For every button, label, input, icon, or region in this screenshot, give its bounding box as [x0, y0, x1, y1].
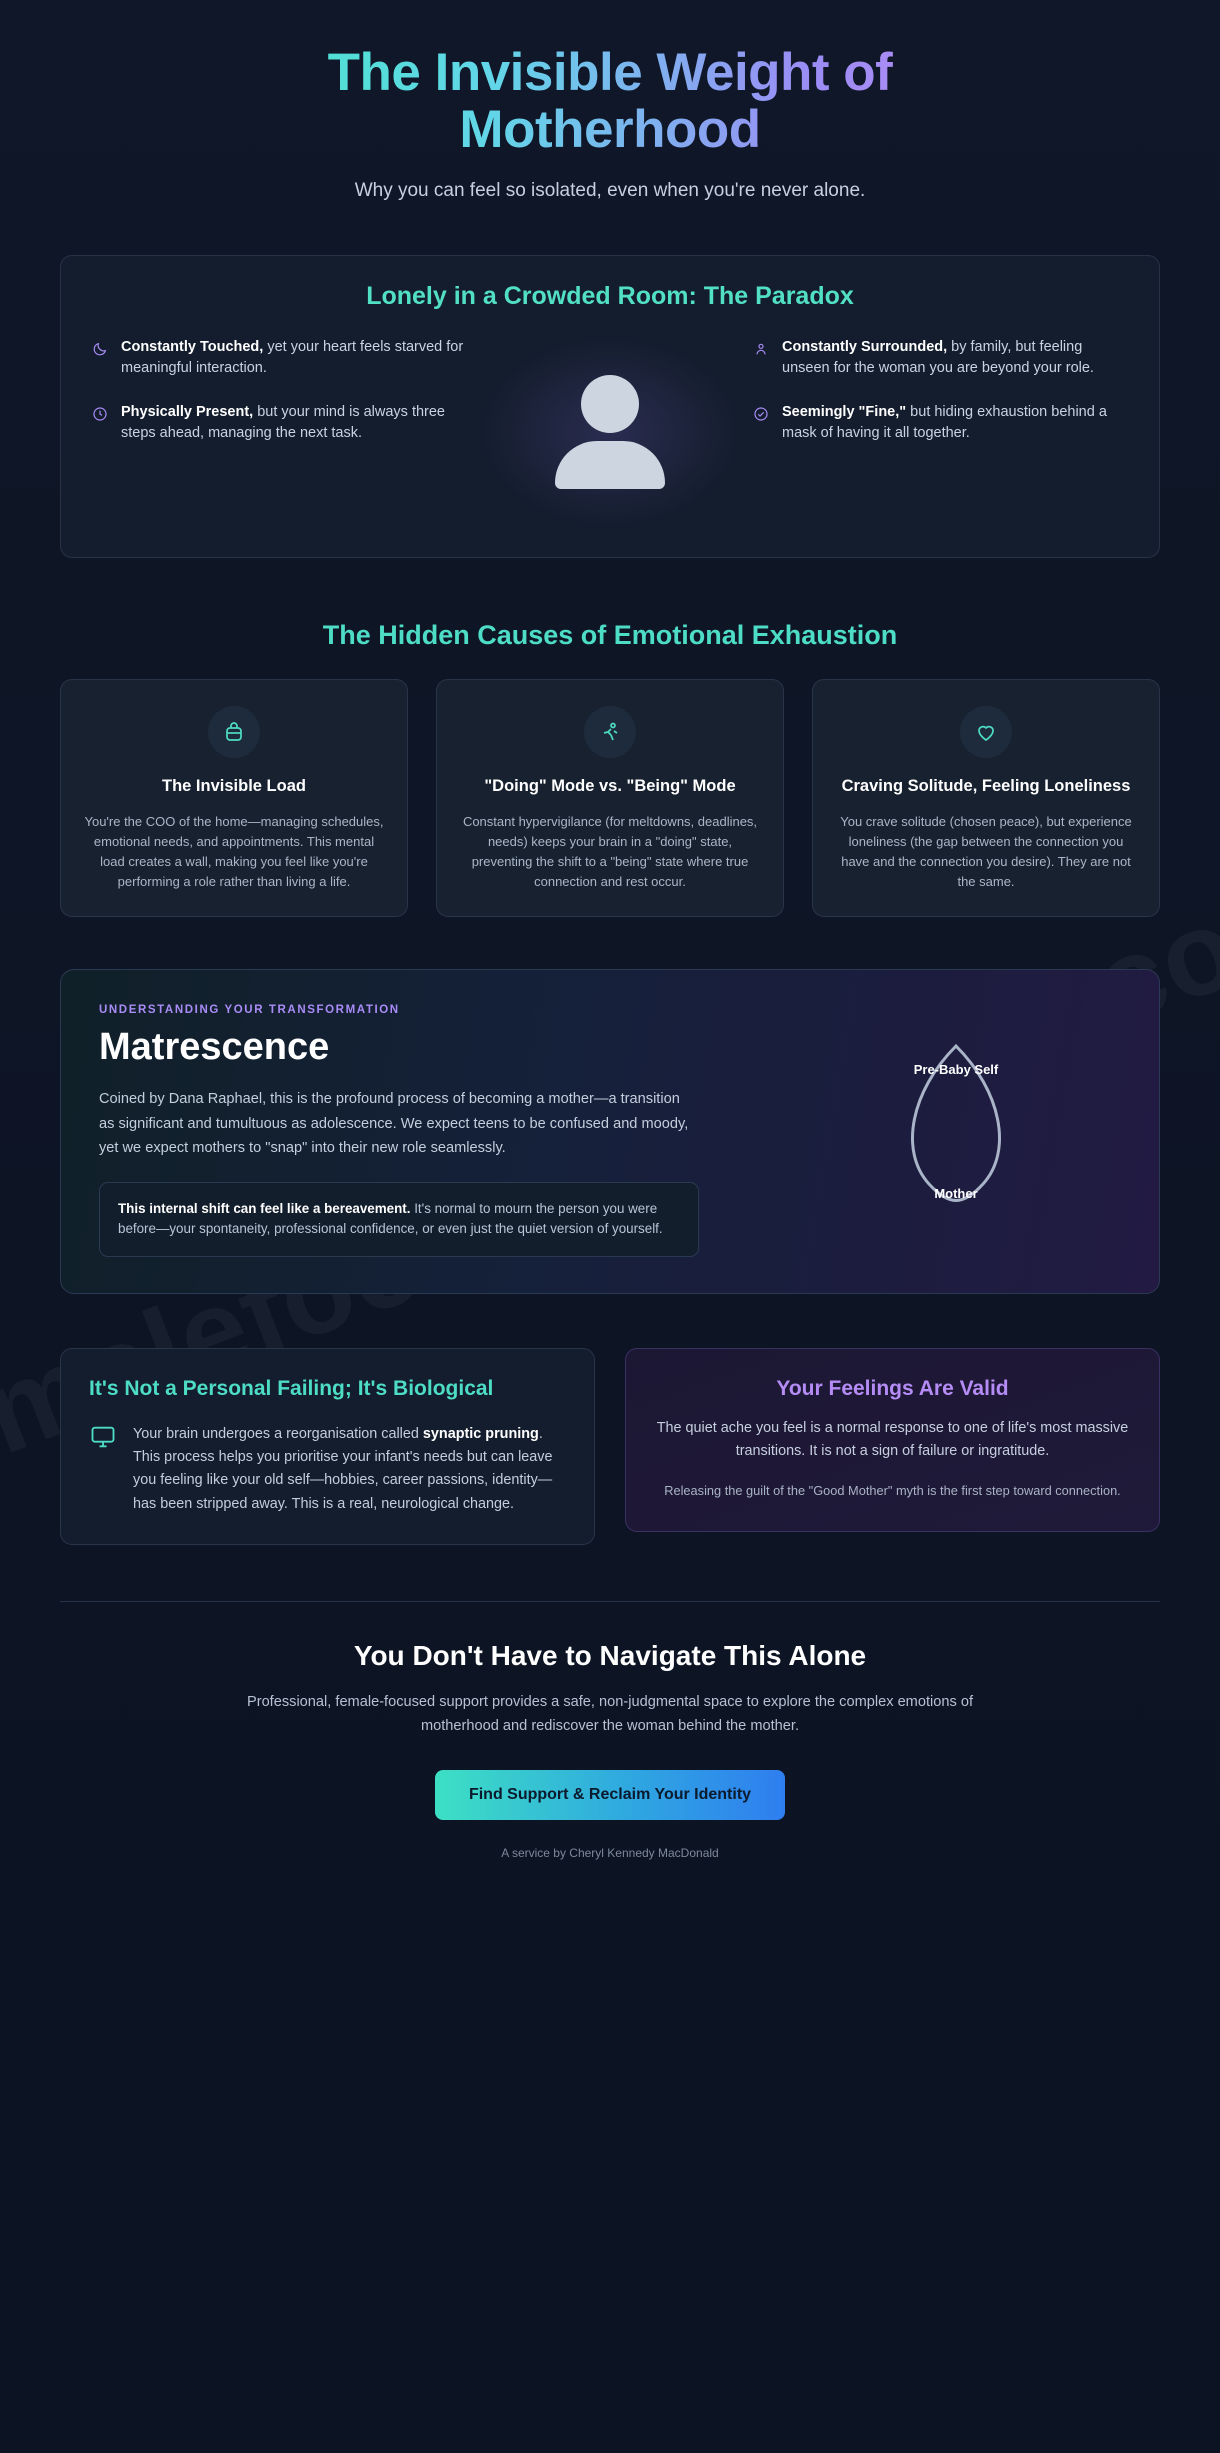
causes-heading: The Hidden Causes of Emotional Exhaustion [322, 620, 898, 651]
paradox-grid [91, 337, 1129, 527]
cta-title: You Don't Have to Navigate This Alone [353, 1639, 867, 1671]
paradox-item-body: yet your heart feels starved for meaningful interaction. [121, 339, 464, 377]
transformation-diagram [791, 1004, 1121, 1257]
paradox-item-lead: Seemingly "Fine," [782, 403, 907, 420]
find-support-button[interactable]: Find Support & Reclaim Your Identity [435, 1770, 785, 1820]
check-circle-icon [752, 405, 770, 423]
paradox-item-body: but hiding exhaustion behind a mask of having it all together. [782, 403, 1107, 441]
feelings-valid-subtext: Releasing the guilt of the "Good Mother" myth is the first step toward connection. [664, 1483, 1121, 1499]
biological-text-part1: Your brain undergoes a reorganisation called [133, 1425, 423, 1442]
divider [60, 1601, 1160, 1602]
cause-card [436, 679, 784, 917]
paradox-left-column [91, 337, 468, 443]
service-credit: A service by Cheryl Kennedy MacDonald [501, 1846, 719, 1860]
matrescence-quote-lead: This internal shift can feel like a bereavement. [118, 1200, 411, 1216]
paradox-item [752, 337, 1129, 379]
biological-card [60, 1348, 595, 1545]
diagram-label-top: Pre-Baby Self [913, 1062, 999, 1078]
matrescence-copy [99, 1004, 771, 1257]
cta-subtitle: Professional, female-focused support provides a safe, non-judgmental space to explore the complex emotions of motherhood and rediscover the woman behind the mother. [246, 1693, 974, 1734]
cause-card-text: You're the COO of the home—managing schedules, emotional needs, and appointments. This mental load creates a wall, making you feel like you're performing a role rather than living a life. [84, 813, 384, 890]
biological-title: It's Not a Personal Failing; It's Biological [89, 1377, 494, 1401]
users-icon [752, 340, 770, 358]
diagram-label-bottom: Mother [934, 1186, 978, 1202]
matrescence-lead: Coined by Dana Raphael, this is the profound process of becoming a mother—a transition as significant and tumultuous as adolescence. We expect teens to be confused and moody, yet we expect mothers to "snap" into their new role seamlessly. [99, 1091, 689, 1156]
monitor-icon [89, 1423, 117, 1456]
cta-button-wrap [60, 1770, 1160, 1820]
avatar-head [581, 375, 639, 433]
causes-card-grid [60, 679, 1160, 917]
backpack-icon [208, 706, 260, 758]
paradox-item [752, 402, 1129, 444]
matrescence-eyebrow: UNDERSTANDING YOUR TRANSFORMATION [99, 1004, 400, 1017]
cause-card-title: "Doing" Mode vs. "Being" Mode [484, 777, 736, 796]
clock-icon [91, 405, 109, 423]
loop-shape-icon [881, 1016, 1031, 1246]
matrescence-quote-box [99, 1182, 699, 1258]
paradox-item-text [782, 402, 1129, 444]
biological-text [133, 1423, 566, 1516]
paradox-item-text [121, 402, 468, 444]
paradox-item-text [782, 337, 1129, 379]
paradox-item [91, 402, 468, 444]
cause-card-text: Constant hypervigilance (for meltdowns, deadlines, needs) keeps your brain in a "doing" state, preventing the shift to a "being" state where true connection and rest occur. [462, 813, 758, 890]
heart-icon [960, 706, 1012, 758]
biological-row [89, 1423, 566, 1516]
avatar [555, 375, 665, 489]
matrescence-title: Matrescence [99, 1026, 330, 1069]
paradox-item [91, 337, 468, 379]
cause-card [812, 679, 1160, 917]
cause-card-title: Craving Solitude, Feeling Loneliness [841, 777, 1131, 796]
paradox-item-lead: Constantly Surrounded, [782, 339, 948, 356]
paradox-title: Lonely in a Crowded Room: The Paradox [366, 282, 854, 311]
feelings-valid-card [625, 1348, 1160, 1532]
cause-card-title: The Invisible Load [162, 777, 306, 796]
matrescence-quote-rest: It's normal to mourn the person you were before—your spontaneity, professional confidence, or even just the quiet version of yourself. [118, 1200, 663, 1237]
two-column-section [60, 1348, 1160, 1545]
paradox-item-body: but your mind is always three steps ahead, managing the next task. [121, 403, 445, 441]
page-subtitle: Why you can feel so isolated, even when you're never alone. [354, 180, 866, 202]
page-title: The Invisible Weight of Motherhood [210, 44, 1010, 158]
matrescence-quote-text [118, 1199, 680, 1241]
paradox-item-body: by family, but feeling unseen for the woman you are beyond your role. [782, 339, 1094, 377]
cause-card-text: You crave solitude (chosen peace), but experience loneliness (the gap between the connection you have and the connection you desire). They are not the same. [840, 813, 1132, 890]
running-icon [584, 706, 636, 758]
matrescence-panel [60, 969, 1160, 1294]
paradox-panel [60, 255, 1160, 558]
moon-icon [91, 340, 109, 358]
biological-text-bold: synaptic pruning [422, 1425, 539, 1442]
feelings-valid-text: The quiet ache you feel is a normal response to one of life's most massive transitions. It is not a sign of failure or ingratitude. [656, 1420, 1129, 1460]
avatar-body [555, 441, 665, 489]
paradox-item-text [121, 337, 468, 379]
paradox-right-column [752, 337, 1129, 443]
cause-card [60, 679, 408, 917]
paradox-item-lead: Constantly Touched, [121, 339, 264, 356]
feelings-valid-title: Your Feelings Are Valid [776, 1377, 1009, 1401]
person-illustration [480, 337, 740, 527]
biological-text-part2: . This process helps you prioritise your infant's needs but can leave you feeling like your old self—hobbies, career passions, identity—has been stripped away. This is a real, neurological change. [133, 1425, 553, 1512]
paradox-item-lead: Physically Present, [121, 403, 254, 420]
